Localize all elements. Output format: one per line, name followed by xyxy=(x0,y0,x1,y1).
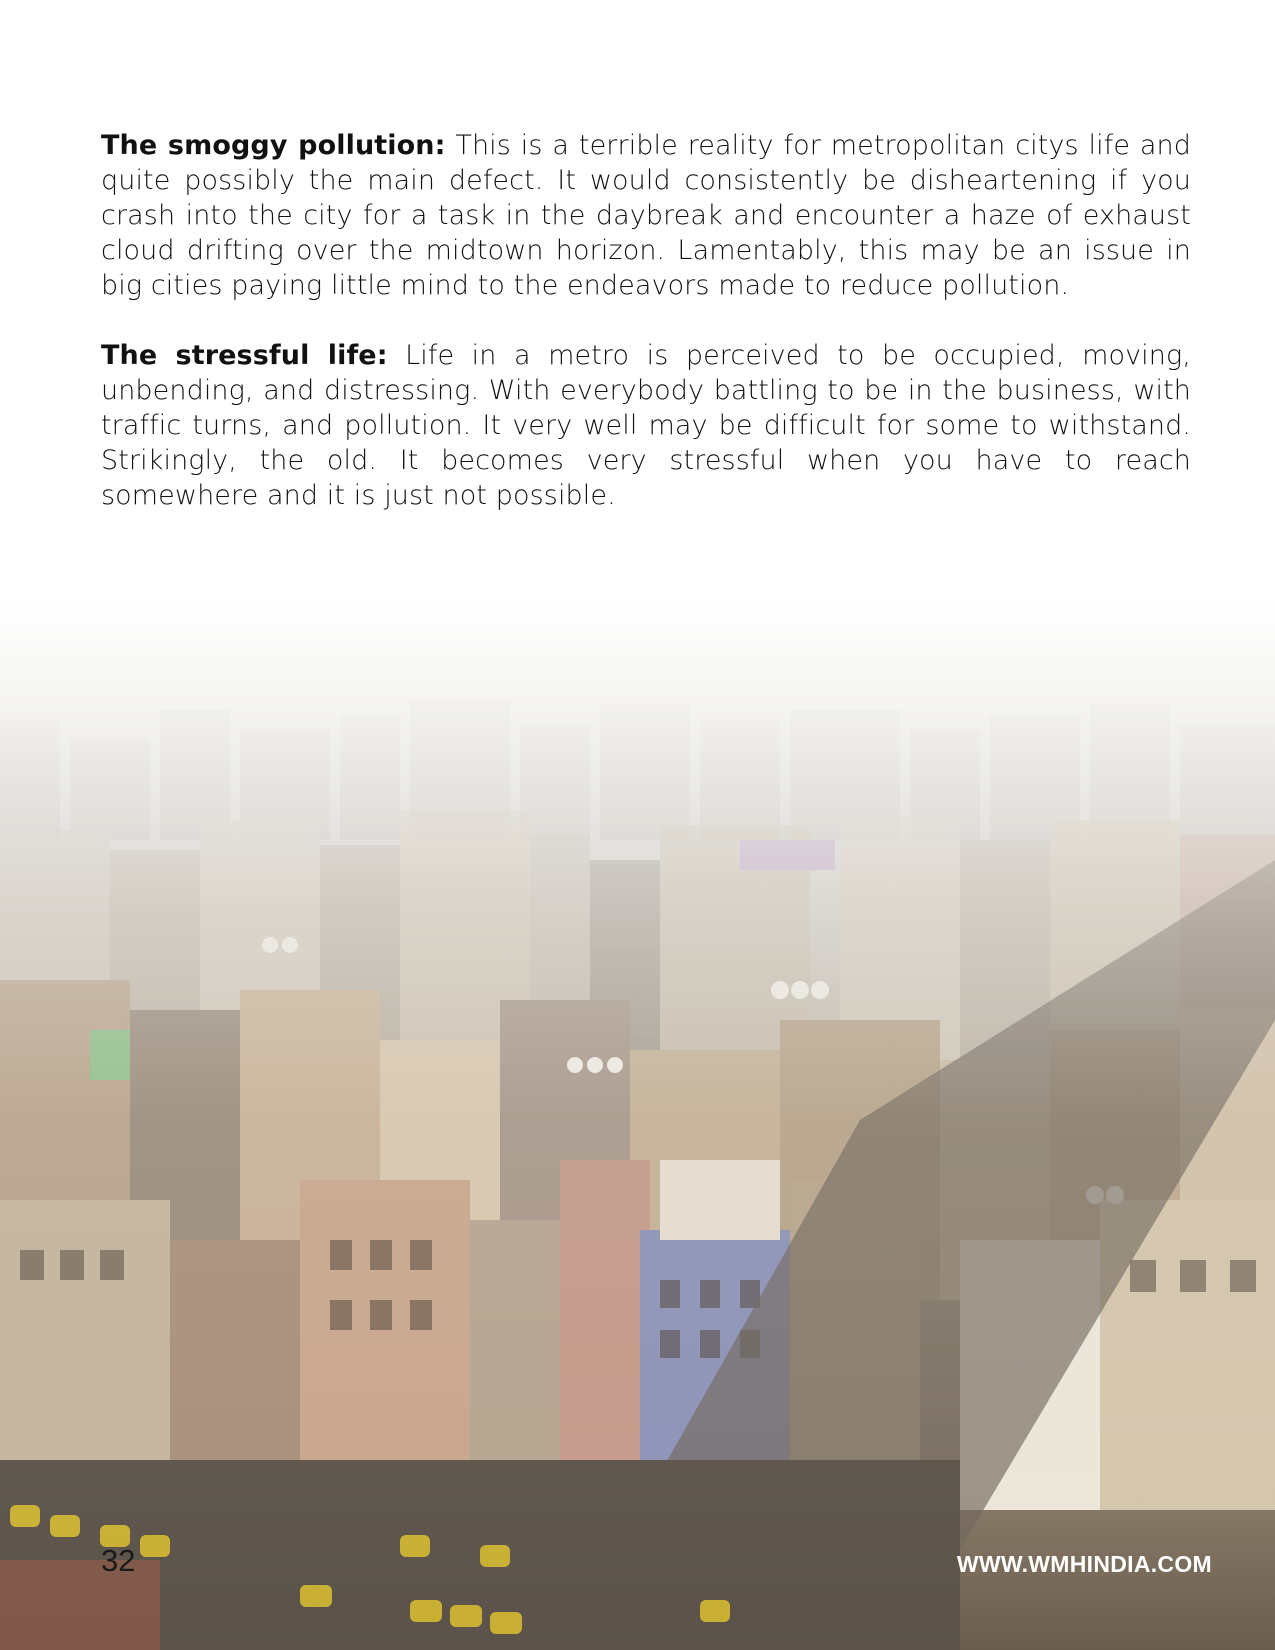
website-url[interactable]: WWW.WMHINDIA.COM xyxy=(956,1551,1212,1577)
paragraph-lead: The stressful life: xyxy=(101,340,388,371)
article-text xyxy=(101,128,1191,548)
paragraph-stressful-life xyxy=(101,338,1191,513)
paragraph-lead: The smoggy pollution: xyxy=(101,130,446,161)
paragraph-body: This is a terrible reality for metropolitan citys life and quite possibly the main defect. It would consistently be disheartening if you crash into the city for a task in the daybreak and encounter a haze of exhaust cloud drifting over the midtown horizon. Lamentably, this may be an issue in big cities paying little mind to the endeavors made to reduce pollution. xyxy=(101,130,1191,301)
page-number: 32 xyxy=(101,1543,136,1578)
paragraph-body: Life in a metro is perceived to be occupied, moving, unbending, and distressing. With everybody battling to be in the business, with traffic turns, and pollution. It very well may be difficult for some to withstand. Strikingly, the old. It becomes very stressful when you have to reach somewhere and it is just not possible. xyxy=(101,340,1191,511)
paragraph-smoggy-pollution xyxy=(101,128,1191,303)
city-skyline-photo xyxy=(0,600,1275,1650)
